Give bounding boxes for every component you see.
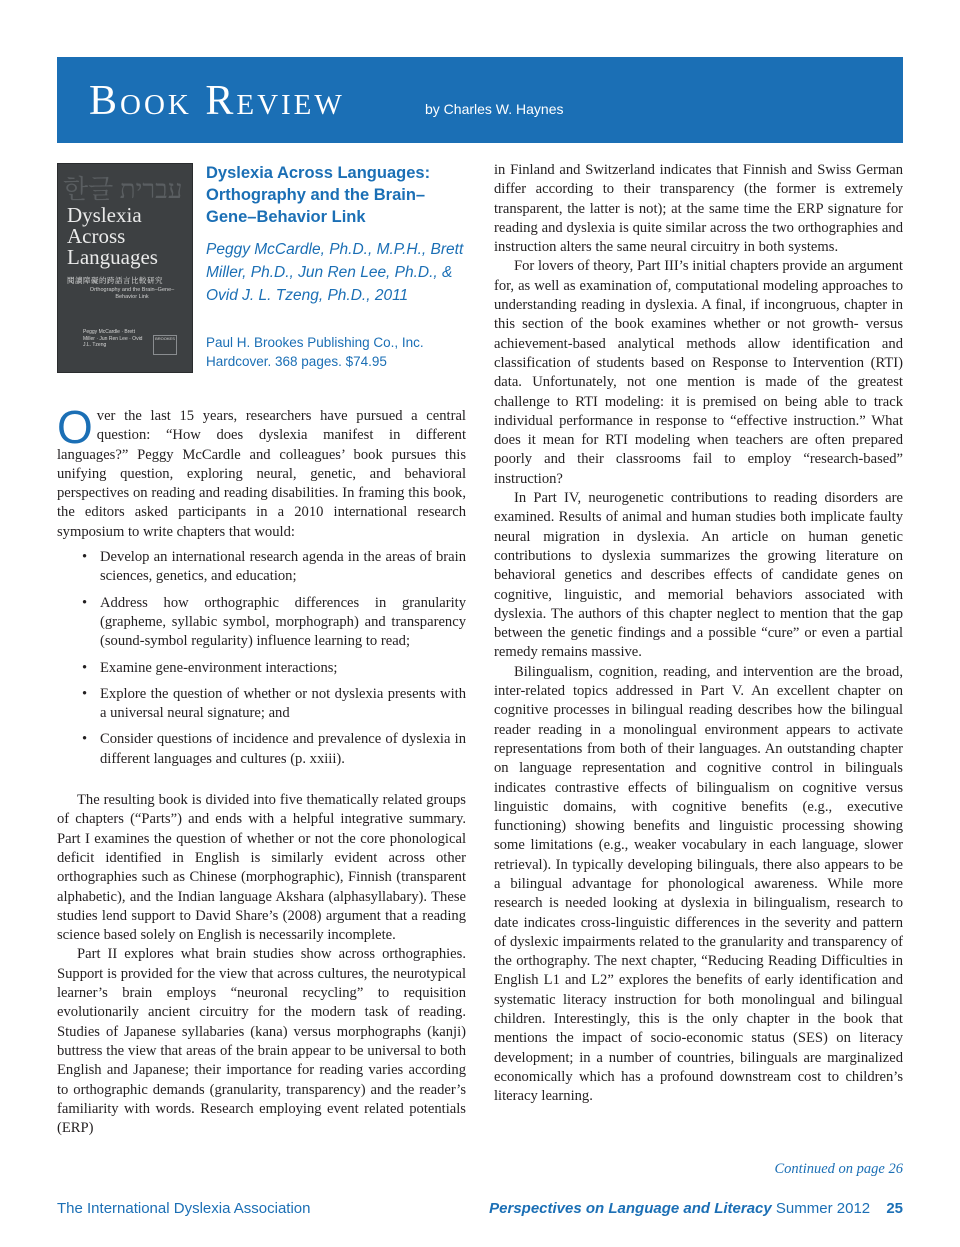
footer-organization: The International Dyslexia Association bbox=[57, 1200, 311, 1217]
body-paragraph: Part II explores what brain studies show across orthographies. Support is provided for the view that across cultures, the neurotypical learner’s brain employs “neuronal recycling” to requisition evolutionarily ancient circuitry for the modern task of reading. Studies of Japanese syllabaries (kana) versus morphographs (kanji) buttress the view that areas of the brain appear to be universal to both English and Japanese; their importance for reading varies according to orthographic demands (granularity, transparency) and the reader’s familiarity with words. Research employing event related potentials (ERP) bbox=[57, 946, 466, 1137]
header-banner bbox=[57, 57, 903, 143]
cover-subtitle: Orthography and the Brain–Gene–Behavior Link bbox=[89, 287, 175, 300]
right-column bbox=[494, 161, 903, 1107]
cover-authors: Peggy McCardle · Brett Miller · Jun Ren Lee · Ovid J.L. Tzeng bbox=[83, 329, 143, 348]
list-item: • Consider questions of incidence and prevalence of dyslexia in different languages and cultures (p. xxiii). bbox=[57, 730, 466, 769]
journal-issue: Summer 2012 bbox=[775, 1200, 871, 1217]
footer-journal-info bbox=[489, 1200, 903, 1217]
list-item: • Explore the question of whether or not dyslexia presents with a universal neural signature; and bbox=[57, 685, 466, 724]
section-title: Book Review bbox=[89, 78, 345, 124]
publisher-name: Paul H. Brookes Publishing Co., Inc. bbox=[206, 335, 424, 350]
body-paragraph: In Part IV, neurogenetic contributions to reading disorders are examined. Results of animal and human studies both implicate faulty neural migration in dyslexia. An article on human genetic contributions to dyslexia summarizes the growing literature on behavioral genetics and describes effects of candidate genes on cognitive, linguistic, and memorial behaviors associated with dyslexia. The authors of this chapter neglect to mention that the gap between the genetic findings and a possible “cure” or even a partial remedy remains massive. bbox=[494, 490, 903, 661]
book-title: Dyslexia Across Languages: Orthography and the Brain–Gene–Behavior Link bbox=[206, 164, 431, 226]
left-column bbox=[57, 401, 466, 1138]
journal-name: Perspectives on Language and Literacy bbox=[489, 1200, 772, 1217]
cover-publisher-logo: BROOKES bbox=[153, 335, 177, 355]
continuation-paragraph: in Finland and Switzerland indicates that Finnish and Swiss German differ according to their transparency (the former is extremely transparent, the latter is not); at the same time the ERP signature for reading and dyslexia is quite similar across the two orthographies and instruction alters the same neural circuitry in both systems. bbox=[494, 162, 903, 256]
book-publisher bbox=[206, 333, 466, 371]
book-authors: Peggy McCardle, Ph.D., M.P.H., Brett Miller, Ph.D., Jun Ren Lee, Ph.D., & Ovid J. L. Tzeng, Ph.D., 2011 bbox=[206, 241, 464, 304]
continued-link[interactable]: Continued on page 26 bbox=[774, 1161, 903, 1177]
byline: by Charles W. Haynes bbox=[425, 101, 564, 117]
list-item: • Examine gene-environment interactions; bbox=[57, 659, 466, 678]
cover-decoration: 한글 עברית bbox=[63, 175, 183, 204]
book-cover-image bbox=[57, 163, 193, 373]
list-item: • Develop an international research agenda in the areas of brain sciences, genetics, and education; bbox=[57, 548, 466, 587]
page-number: 25 bbox=[886, 1200, 903, 1217]
cover-chinese-title: 閱讀障礙的跨語言比較研究 bbox=[67, 276, 163, 285]
list-item: • Address how orthographic differences in granularity (grapheme, syllabic symbol, morphograph) and transparency (sound-symbol regularity) influence learning to read; bbox=[57, 594, 466, 652]
intro-text: ver the last 15 years, researchers have pursued a central question: “How does dyslexia manifest in different languages?” Peggy McCardle and colleagues’ book pursues this unifying question, exploring neural, genetic, and behavioral perspectives on reading and reading disabilities. In framing this book, the editors asked participants in a 2010 international research symposium to write chapters that would: bbox=[57, 408, 466, 540]
body-paragraph: The resulting book is divided into five thematically related groups of chapters (“Parts”) and ends with a helpful integrative summary. Part I examines the question of whether or not the core phonological deficit identified in English is similarly evident across other orthographies such as Chinese (morphographic), Finnish (transparent alphabetic), and the Indian language Akshara (alphasyllabary). These studies lend support to David Share’s (2008) argument that a reading science based solely on English is necessarily incomplete. bbox=[57, 792, 466, 944]
body-paragraph: Bilingualism, cognition, reading, and intervention are the broad, inter-related topics addressed in Part V. An excellent chapter on cognitive processes in bilingual reading describes how the bilingual reader reading in a monolingual environment appears to activate representations from both of their languages. An outstanding chapter on language representation and cognitive control in bilinguals indicates contrastive effects of bilingualism on cognitive versus linguistic domains, with cognitive benefits (e.g., executive functioning) showing benefits and linguistic processing showing some limitations (e.g., weaker vocabulary in each language, slower retrieval). In typically developing bilinguals, there also appears to be a bilingual advantage for phonological awareness. While more research is needed looking at dyslexia in bilingualism, research to date indicates cross-linguistic differences in the severity and pattern of dyslexic impairments related to the granularity and transparency of the orthography. The next chapter, “Reducing Reading Difficulties in English L1 and L2” explores the benefits of early identification and systematic literacy instruction for both monolingual and bilingual children. Interestingly, this is the only chapter in the book that mentions the impact of socio-economic status (SES) on literacy development; in a number of countries, bilinguals are marginalized economically which has a profound downstream cost to children’s literacy learning. bbox=[494, 663, 903, 1105]
goals-list bbox=[57, 548, 466, 769]
book-details: Hardcover. 368 pages. $74.95 bbox=[206, 354, 387, 369]
drop-cap: O bbox=[57, 401, 93, 453]
cover-title: Dyslexia Across Languages bbox=[67, 203, 158, 269]
intro-paragraph bbox=[57, 401, 466, 542]
body-paragraph: For lovers of theory, Part III’s initial chapters provide an argument for, as well as examination of, computational modeling approaches to understanding reading in dyslexia. A final, if incongruous, chapter in this section of the book examines whether or not growth- versus achievement-based analytical methods allow identification and classification of students based on Response to Intervention (RTI) data. Unfortunately, not one mention is made of the greatest challenge to RTI modeling: it is premised on being able to track individual performance in response to “effective instruction.” What does it mean for RTI modeling when teachers are often prepared poorly and their classrooms fail to employ “research-based” instruction? bbox=[494, 258, 903, 487]
